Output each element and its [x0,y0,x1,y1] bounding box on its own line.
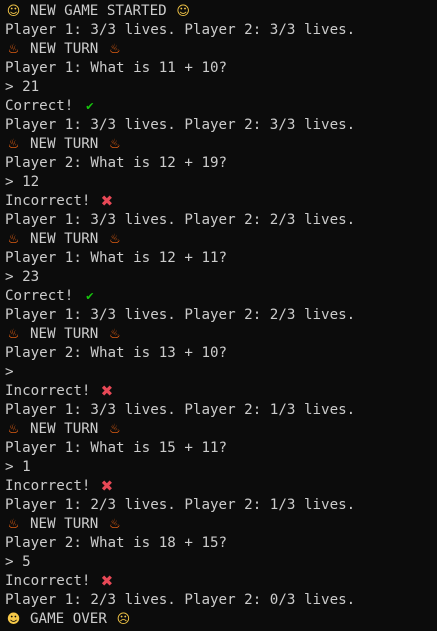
banner-text: NEW TURN [30,41,99,57]
line-text: > 23 [5,269,40,285]
terminal-line [5,515,437,534]
fire-icon: ♨ [109,232,121,247]
fire-icon: ♨ [7,327,20,342]
fire-icon: ♨ [109,137,121,152]
sad-face-icon: ☹ [116,612,131,627]
result-text: Incorrect! [5,573,91,589]
banner-text: GAME OVER [30,611,107,627]
fire-icon: ♨ [109,327,121,342]
line-text: > 12 [5,174,40,190]
terminal-line [5,21,437,40]
cross-icon: ✖ [100,572,114,590]
line-text: Player 1: What is 11 + 10? [5,60,228,76]
terminal-line [5,534,437,553]
terminal-line [5,40,437,59]
terminal-line [5,363,437,382]
line-text: Player 1: 3/3 lives. Player 2: 3/3 lives. [5,117,356,133]
fire-icon: ♨ [7,232,20,247]
terminal-line [5,553,437,572]
terminal-line [5,287,437,306]
fire-icon: ♨ [109,42,121,57]
fire-icon: ♨ [7,422,20,437]
fire-icon: ♨ [7,42,20,57]
line-text: Player 1: 3/3 lives. Player 2: 2/3 lives. [5,212,356,228]
result-text: Incorrect! [5,193,91,209]
cross-icon: ✖ [100,477,114,495]
fire-icon: ♨ [109,422,121,437]
cross-icon: ✖ [100,382,114,400]
terminal-line [5,230,437,249]
line-text: Player 1: 3/3 lives. Player 2: 2/3 lives. [5,307,356,323]
check-icon: ✔ [85,290,95,303]
terminal-line [5,401,437,420]
terminal-line [5,382,437,401]
line-text: Player 1: 3/3 lives. Player 2: 3/3 lives. [5,22,356,38]
terminal-line [5,135,437,154]
terminal-line [5,439,437,458]
line-text: Player 1: 2/3 lives. Player 2: 1/3 lives. [5,497,356,513]
terminal-line [5,325,437,344]
line-text: Player 2: What is 13 + 10? [5,345,228,361]
face-icon: ☺ [176,4,190,19]
terminal-line [5,572,437,591]
terminal-line [5,173,437,192]
face-icon: ☺ [6,4,21,19]
line-text: > 5 [5,554,31,570]
line-text: Player 1: 3/3 lives. Player 2: 1/3 lives. [5,402,356,418]
result-text: Incorrect! [5,478,91,494]
line-text: Player 2: What is 12 + 19? [5,155,228,171]
banner-text: NEW TURN [30,326,99,342]
terminal-line [5,116,437,135]
cross-icon: ✖ [100,192,114,210]
terminal-line [5,2,437,21]
terminal-line [5,591,437,610]
terminal-line [5,344,437,363]
line-text: > [5,364,14,380]
terminal-line [5,477,437,496]
result-text: Correct! [5,98,74,114]
terminal-line [5,59,437,78]
result-text: Correct! [5,288,74,304]
terminal-line [5,154,437,173]
fire-icon: ♨ [7,137,20,152]
terminal-line [5,610,437,629]
banner-text: NEW TURN [30,231,99,247]
line-text: Player 1: 2/3 lives. Player 2: 0/3 lives. [5,592,356,608]
line-text: > 21 [5,79,40,95]
terminal-line [5,211,437,230]
terminal-line [5,97,437,116]
terminal-line [5,192,437,211]
fire-icon: ♨ [7,517,20,532]
banner-text: NEW TURN [30,421,99,437]
terminal-line [5,420,437,439]
terminal-line [5,306,437,325]
result-text: Incorrect! [5,383,91,399]
line-text: Player 1: What is 12 + 11? [5,250,228,266]
terminal-line [5,249,437,268]
terminal-line [5,458,437,477]
banner-text: NEW TURN [30,516,99,532]
line-text: Player 1: What is 15 + 11? [5,440,228,456]
check-icon: ✔ [85,100,95,113]
terminal-line [5,268,437,287]
banner-text: NEW GAME STARTED [30,3,167,19]
fire-icon: ♨ [109,517,121,532]
line-text: > 1 [5,459,31,475]
neutral-face-icon: ☻ [6,612,21,627]
terminal-line [5,496,437,515]
line-text: Player 2: What is 18 + 15? [5,535,228,551]
banner-text: NEW TURN [30,136,99,152]
terminal-line [5,78,437,97]
